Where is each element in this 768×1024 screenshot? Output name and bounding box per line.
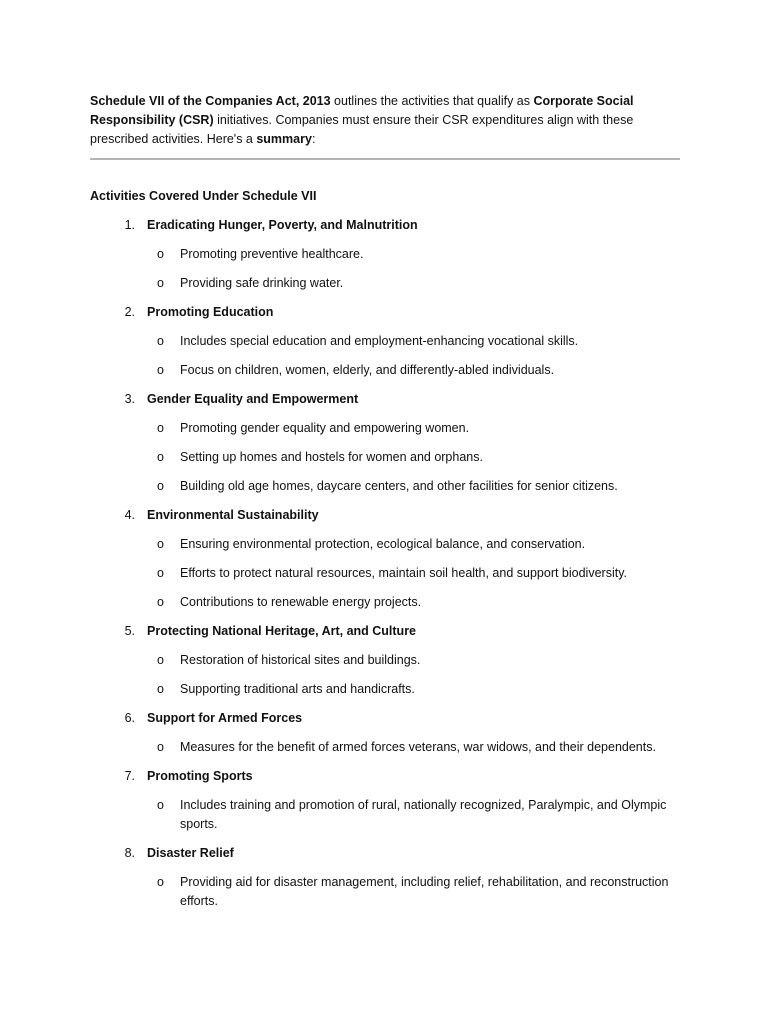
sub-item [90,796,680,834]
document-page [90,92,680,911]
sub-item [90,245,680,264]
sub-item [90,419,680,438]
bullet-icon: o [157,566,164,580]
bullet-icon: o [157,682,164,696]
activity-title: Protecting National Heritage, Art, and Culture [147,624,417,638]
activity-number-text: 3. [124,392,135,406]
sub-item-text: Includes training and promotion of rural, nationally recognized, Paralympic, and Olympic sports. [180,798,667,831]
activity-item [90,844,680,911]
activity-number [90,622,135,641]
sub-item [90,332,680,351]
activity-header [90,622,680,641]
bullet-icon: o [157,450,164,464]
bullet-icon: o [157,363,164,377]
sub-item-text: Restoration of historical sites and buildings. [180,653,421,667]
intro-colon: : [311,132,316,146]
activity-title: Eradicating Hunger, Poverty, and Malnutrition [147,218,418,232]
sub-item-text: Focus on children, women, elderly, and differently-abled individuals. [180,363,555,377]
intro-paragraph [90,92,680,149]
activity-title: Support for Armed Forces [147,711,303,725]
activity-header [90,709,680,728]
sub-item-text: Providing safe drinking water. [180,276,344,290]
sub-item [90,651,680,670]
section-heading: Activities Covered Under Schedule VII [90,189,317,203]
bullet-icon: o [157,595,164,609]
bullet-icon: o [157,479,164,493]
activity-number [90,390,135,409]
activity-number-text: 7. [124,769,135,783]
activity-header [90,303,680,322]
intro-csr-term: Corporate Social Responsibility (CSR) [90,94,634,127]
activity-title: Promoting Education [147,305,274,319]
sub-item-text: Supporting traditional arts and handicrafts. [180,682,415,696]
activity-title: Promoting Sports [147,769,253,783]
sub-item-list [90,245,680,293]
activity-item [90,709,680,757]
sub-item-text: Efforts to protect natural resources, maintain soil health, and support biodiversity. [180,566,627,580]
activity-item [90,390,680,496]
bullet-icon: o [157,875,164,889]
intro-text-2: initiatives. Companies must ensure their CSR expenditures align with these prescribed activities. Here's a [90,113,634,146]
activity-number-text: 2. [124,305,135,319]
activity-number [90,506,135,525]
activity-number-text: 1. [124,218,135,232]
sub-item [90,873,680,911]
bullet-icon: o [157,334,164,348]
activity-number [90,767,135,786]
sub-item-text: Building old age homes, daycare centers, and other facilities for senior citizens. [180,479,618,493]
intro-act-name: Schedule VII of the Companies Act, 2013 [90,94,331,108]
bullet-icon: o [157,421,164,435]
bullet-icon: o [157,740,164,754]
activities-list [90,216,680,911]
sub-item-text: Includes special education and employment-enhancing vocational skills. [180,334,579,348]
activity-number-text: 8. [124,846,135,860]
sub-item [90,448,680,467]
sub-item-list [90,796,680,834]
activity-title: Environmental Sustainability [147,508,319,522]
activity-title: Disaster Relief [147,846,234,860]
activity-number-text: 5. [124,624,135,638]
sub-item-list [90,419,680,496]
activity-header [90,767,680,786]
intro-text-1: outlines the activities that qualify as [330,94,534,108]
sub-item-text: Promoting gender equality and empowering women. [180,421,470,435]
activity-title: Gender Equality and Empowerment [147,392,359,406]
sub-item-list [90,651,680,699]
sub-item [90,680,680,699]
activity-number-text: 4. [124,508,135,522]
sub-item-list [90,873,680,911]
sub-item [90,535,680,554]
sub-item-list [90,738,680,757]
activity-number [90,844,135,863]
activity-header [90,506,680,525]
bullet-icon: o [157,798,164,812]
sub-item-list [90,535,680,612]
activity-number-text: 6. [124,711,135,725]
activity-number [90,303,135,322]
sub-item-text: Measures for the benefit of armed forces veterans, war widows, and their dependents. [180,740,656,754]
bullet-icon: o [157,247,164,261]
sub-item-text: Setting up homes and hostels for women and orphans. [180,450,483,464]
sub-item-list [90,332,680,380]
activity-item [90,216,680,293]
sub-item [90,738,680,757]
activity-header [90,216,680,235]
activity-item [90,767,680,834]
activity-number [90,709,135,728]
bullet-icon: o [157,537,164,551]
bullet-icon: o [157,653,164,667]
activity-item [90,506,680,612]
sub-item-text: Ensuring environmental protection, ecological balance, and conservation. [180,537,586,551]
horizontal-rule [90,158,680,160]
activity-header [90,844,680,863]
sub-item-text: Contributions to renewable energy projects. [180,595,422,609]
bullet-icon: o [157,276,164,290]
sub-item [90,274,680,293]
sub-item [90,477,680,496]
activity-header [90,390,680,409]
sub-item-text: Providing aid for disaster management, including relief, rehabilitation, and reconstruction efforts. [180,875,669,908]
sub-item [90,361,680,380]
intro-summary-word: summary [256,132,312,146]
activity-number [90,216,135,235]
activity-item [90,622,680,699]
sub-item [90,593,680,612]
sub-item [90,564,680,583]
sub-item-text: Promoting preventive healthcare. [180,247,364,261]
activity-item [90,303,680,380]
